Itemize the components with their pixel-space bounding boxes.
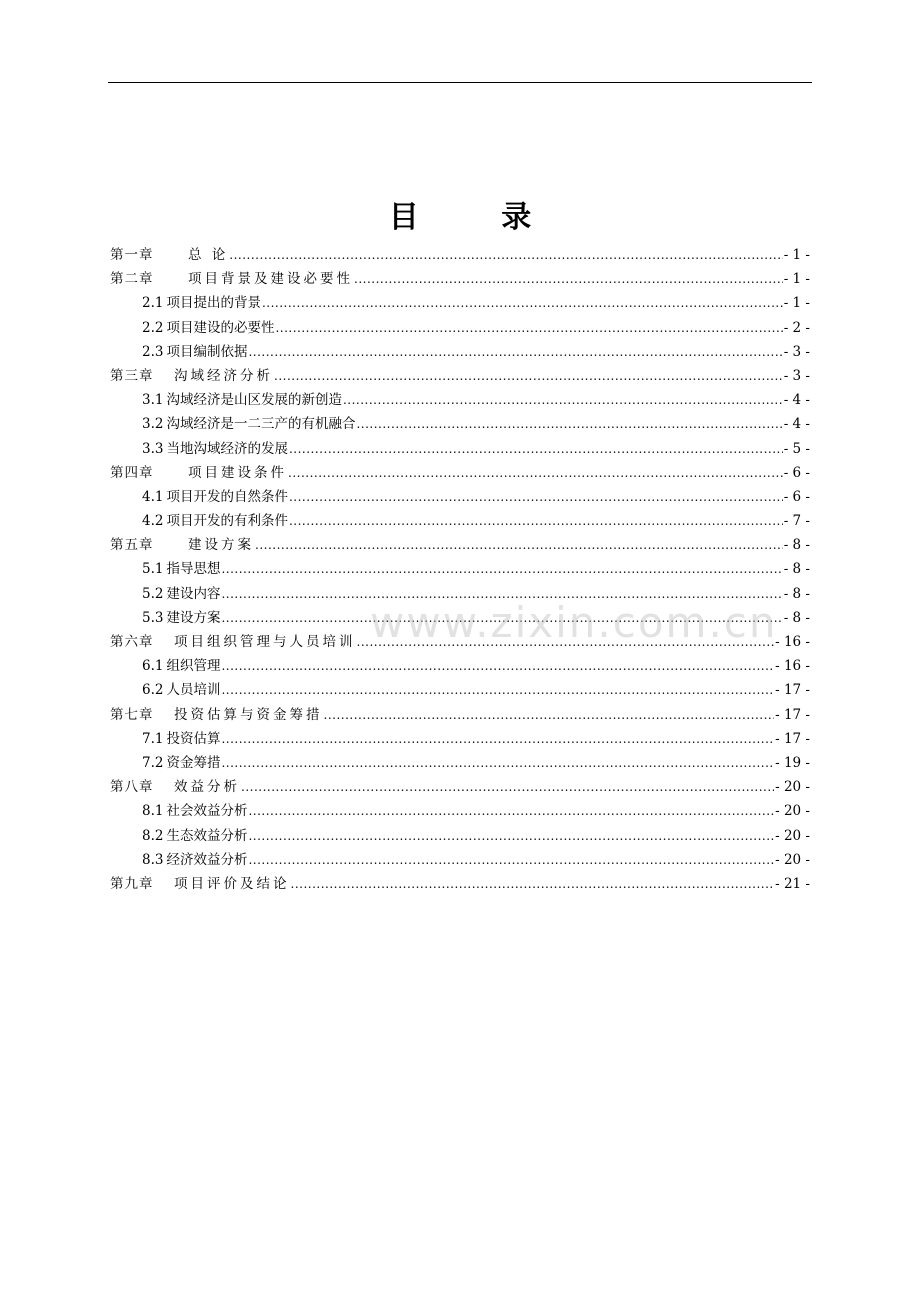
toc-dot-leader [221,606,782,630]
toc-chapter-entry[interactable] [110,630,810,654]
toc-entry-title: 建设方案 [166,609,221,626]
toc-entry-label [110,364,273,388]
toc-dot-leader [221,557,782,581]
toc-entry-title: 项目组织管理与人员培训 [174,634,356,650]
toc-dot-leader [248,824,774,848]
toc-dot-leader [248,340,782,364]
toc-entry-label [110,630,356,654]
toc-entry-title: 效益分析 [174,779,240,796]
toc-entry-title: 投资估算 [166,730,221,747]
toc-entry-title: 沟域经济是山区发展的新创造 [166,392,342,409]
toc-page-number: - 17 - [775,682,810,699]
toc-entry-title: 生态效益分析 [166,827,248,844]
toc-entry-label [142,799,247,823]
toc-page-number: - 8 - [783,609,810,626]
toc-section-entry[interactable] [110,727,810,751]
toc-entry-title: 沟域经济是一二三产的有机融合 [166,416,356,433]
toc-entry-title: 建设内容 [166,585,221,602]
toc-entry-number: 6.2 [142,682,164,699]
toc-page-number: - 19 - [775,754,810,771]
toc-page-number: - 21 - [775,875,810,892]
toc-chapter-entry[interactable] [110,533,810,557]
toc-entry-label [142,582,220,606]
toc-dot-leader [248,848,774,872]
toc-entry-label [142,678,220,702]
toc-entry-title: 项目开发的自然条件 [166,488,288,505]
toc-entry-number: 3.3 [142,440,164,457]
toc-chapter-entry[interactable] [110,872,810,896]
toc-entry-label [142,340,247,364]
toc-entry-title: 资金筹措 [166,754,221,771]
toc-dot-leader [289,509,783,533]
toc-dot-leader [343,388,783,412]
toc-dot-leader [291,872,775,896]
toc-dot-leader [255,533,783,557]
toc-dot-leader [354,267,783,291]
toc-page-number: - 3 - [783,343,810,360]
toc-entry-number: 6.1 [142,658,164,675]
toc-chapter-entry[interactable] [110,267,810,291]
toc-entry-label [142,848,247,872]
toc-page-number: - 20 - [775,803,810,820]
toc-page-number: - 3 - [783,367,810,384]
toc-chapter-entry[interactable] [110,243,810,267]
toc-dot-leader [229,243,782,267]
toc-entry-number: 第三章 [110,367,154,384]
toc-page-number: - 7 - [783,513,810,530]
toc-entry-label [142,291,261,315]
toc-entry-number: 3.1 [142,392,164,409]
toc-entry-number: 8.3 [142,851,164,868]
watermark: www.zixin.com.cn [370,598,778,647]
toc-page-number: - 16 - [775,634,810,650]
toc-page-number: - 8 - [783,585,810,602]
toc-section-entry[interactable] [110,437,810,461]
toc-dot-leader [356,412,782,436]
toc-entry-label [142,412,355,436]
toc-entry-title: 人员培训 [166,682,221,699]
toc-entry-label [142,654,220,678]
toc-entry-label [142,606,220,630]
toc-entry-label [142,485,288,509]
toc-dot-leader [241,775,774,799]
toc-section-entry[interactable] [110,412,810,436]
toc-section-entry[interactable] [110,678,810,702]
toc-entry-number: 第七章 [110,706,154,723]
toc-entry-title: 项目评价及结论 [174,875,290,892]
toc-entry-label [142,509,288,533]
toc-page-number: - 8 - [783,537,810,554]
toc-entry-number: 5.2 [142,585,164,602]
toc-entry-label [110,461,287,485]
toc-section-entry[interactable] [110,316,810,340]
toc-entry-title: 当地沟域经济的发展 [166,440,288,457]
toc-entry-number: 2.1 [142,295,164,312]
toc-entry-number: 第四章 [110,464,154,481]
toc-entry-number: 第八章 [110,779,154,796]
toc-page-number: - 17 - [775,706,810,723]
toc-entry-number: 4.1 [142,488,164,505]
toc-entry-number: 5.1 [142,561,164,578]
toc-entry-label [110,775,240,799]
toc-page-number: - 16 - [775,658,810,675]
table-of-contents [110,243,810,896]
toc-entry-number: 7.1 [142,730,164,747]
toc-page-number: - 8 - [783,561,810,578]
toc-section-entry[interactable] [110,340,810,364]
toc-entry-title: 投资估算与资金筹措 [174,706,323,723]
toc-entry-title: 沟域经济分析 [174,367,273,384]
toc-dot-leader [288,461,783,485]
toc-section-entry[interactable] [110,388,810,412]
toc-page-number: - 5 - [783,440,810,457]
toc-chapter-entry[interactable] [110,364,810,388]
toc-dot-leader [289,485,783,509]
toc-entry-number: 2.3 [142,343,164,360]
toc-dot-leader [324,703,775,727]
toc-page-number: - 20 - [775,779,810,796]
toc-entry-title: 项目编制依据 [166,343,248,360]
toc-section-entry[interactable] [110,485,810,509]
toc-page-number: - 1 - [783,295,810,312]
toc-entry-label [110,267,353,291]
toc-dot-leader [221,582,782,606]
toc-entry-number: 第六章 [110,634,154,650]
toc-section-entry[interactable] [110,582,810,606]
toc-page-number: - 1 - [783,247,810,263]
toc-entry-label [142,824,247,848]
toc-entry-number: 5.3 [142,609,164,626]
toc-entry-title: 项目建设条件 [188,464,287,481]
toc-entry-title: 建设方案 [188,537,254,554]
toc-page-number: - 6 - [783,464,810,481]
toc-entry-number: 4.2 [142,513,164,530]
toc-section-entry[interactable] [110,824,810,848]
toc-entry-number: 2.2 [142,319,164,336]
toc-section-entry[interactable] [110,509,810,533]
toc-entry-label [110,703,323,727]
toc-entry-title: 指导思想 [166,561,221,578]
toc-chapter-entry[interactable] [110,775,810,799]
toc-page-number: - 2 - [783,319,810,336]
toc-dot-leader [274,364,783,388]
toc-dot-leader [289,437,783,461]
toc-section-entry[interactable] [110,557,810,581]
toc-entry-number: 第二章 [110,271,154,288]
toc-chapter-entry[interactable] [110,461,810,485]
toc-entry-label [110,872,290,896]
toc-entry-number: 第九章 [110,875,154,892]
toc-entry-title: 项目提出的背景 [166,295,261,312]
toc-page-number: - 4 - [783,416,810,433]
toc-entry-label [142,388,342,412]
toc-page-number: - 6 - [783,488,810,505]
toc-section-entry[interactable] [110,799,810,823]
toc-section-entry[interactable] [110,606,810,630]
toc-entry-number: 第一章 [110,247,154,263]
toc-entry-title: 经济效益分析 [166,851,248,868]
toc-entry-label [142,316,274,340]
toc-entry-title: 社会效益分析 [166,803,248,820]
toc-dot-leader [275,316,782,340]
toc-dot-leader [248,799,774,823]
toc-section-entry[interactable] [110,848,810,872]
toc-entry-number: 7.2 [142,754,164,771]
toc-entry-label [110,533,254,557]
toc-page-number: - 17 - [775,730,810,747]
toc-entry-title: 项目建设的必要性 [166,319,275,336]
toc-page-number: - 1 - [783,271,810,288]
toc-entry-title: 项目背景及建设必要性 [188,271,353,288]
toc-page-number: - 4 - [783,392,810,409]
toc-section-entry[interactable] [110,751,810,775]
header-rule [108,82,812,83]
toc-page-number: - 20 - [775,827,810,844]
toc-dot-leader [221,727,774,751]
toc-entry-label [110,243,228,267]
toc-entry-number: 3.2 [142,416,164,433]
toc-dot-leader [221,751,774,775]
toc-dot-leader [221,678,774,702]
page-title: 目 录 [388,200,568,235]
toc-entry-label [142,437,288,461]
toc-entry-title: 总 论 [188,247,229,263]
toc-entry-label [142,557,220,581]
toc-entry-number: 8.2 [142,827,164,844]
toc-dot-leader [262,291,783,315]
toc-chapter-entry[interactable] [110,703,810,727]
toc-entry-title: 项目开发的有利条件 [166,513,288,530]
toc-dot-leader [357,630,775,654]
toc-entry-number: 8.1 [142,803,164,820]
toc-entry-label [142,727,220,751]
toc-section-entry[interactable] [110,291,810,315]
toc-entry-number: 第五章 [110,537,154,554]
toc-entry-title: 组织管理 [166,658,221,675]
toc-dot-leader [221,654,774,678]
toc-page-number: - 20 - [775,851,810,868]
toc-section-entry[interactable] [110,654,810,678]
toc-entry-label [142,751,220,775]
